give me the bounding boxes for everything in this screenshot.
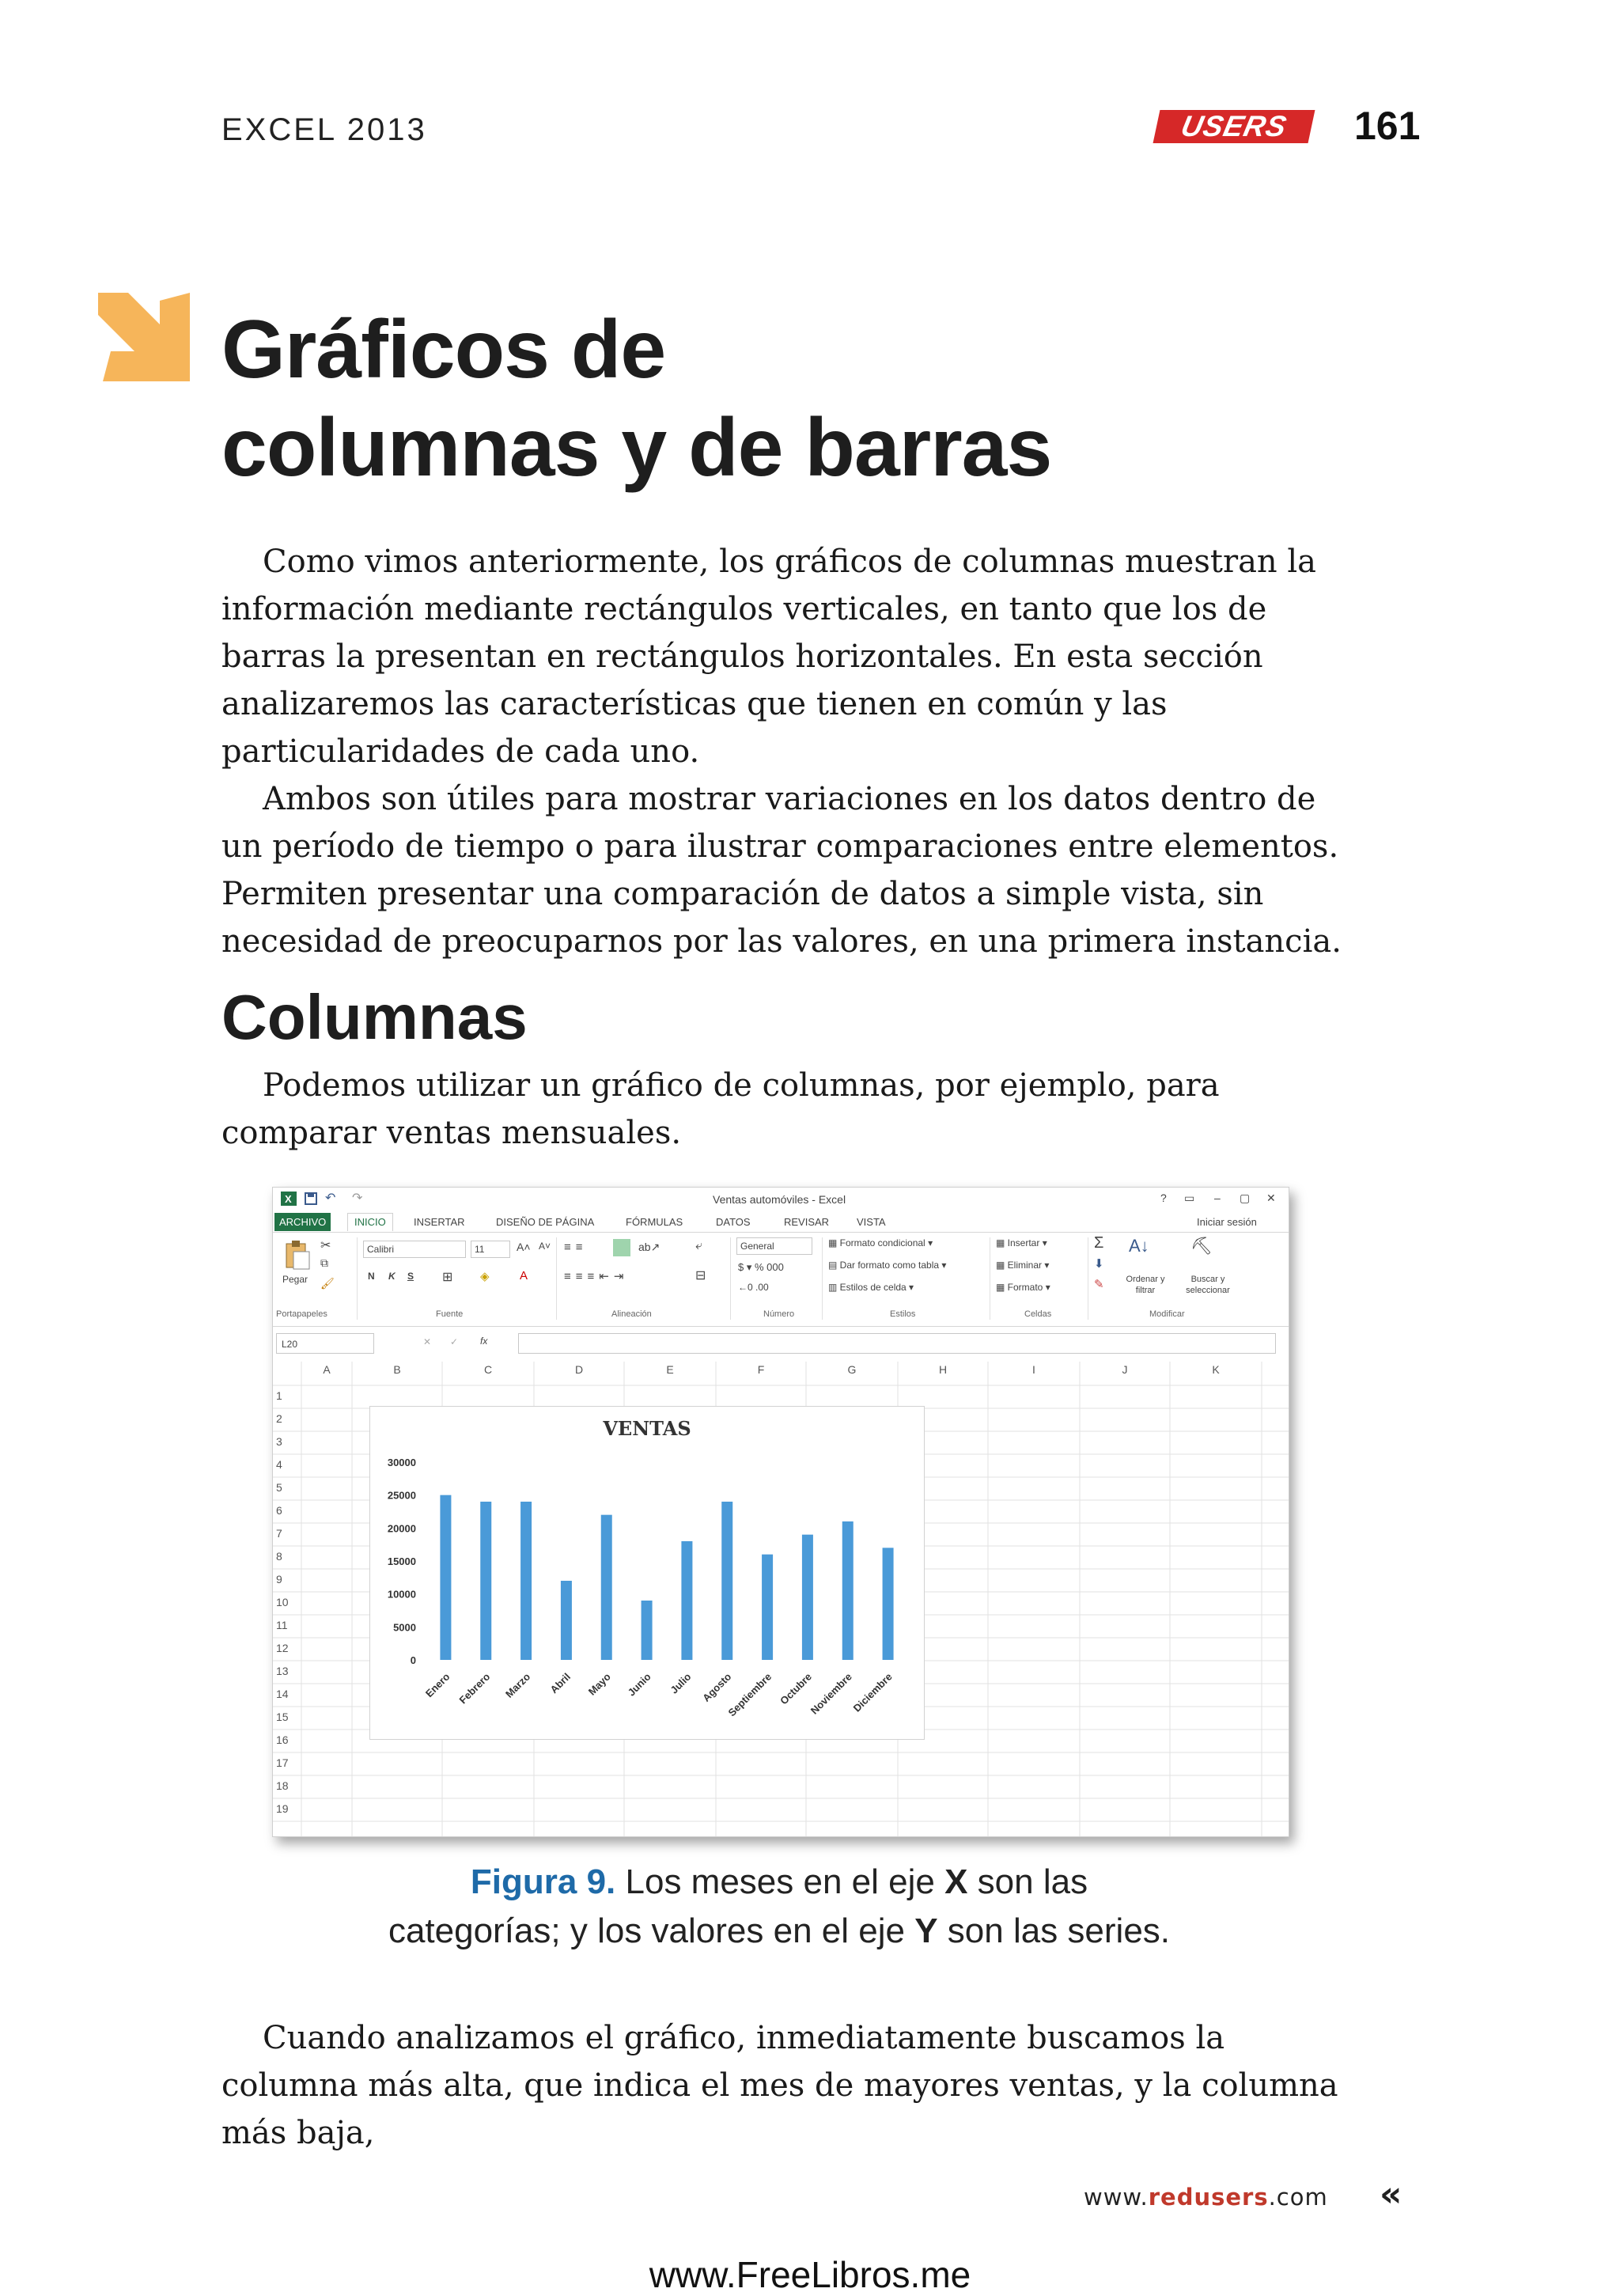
font-name-select[interactable]: Calibri <box>363 1241 466 1258</box>
cell-styles-label: Estilos de celda <box>839 1282 907 1293</box>
format-cells-label: Formato <box>1007 1282 1043 1293</box>
caption-line-2 <box>269 1907 1289 1956</box>
formula-input[interactable] <box>518 1333 1276 1354</box>
restore-button[interactable]: ▢ <box>1240 1192 1251 1204</box>
column-header[interactable]: K <box>1212 1363 1220 1376</box>
name-box[interactable]: L20 <box>276 1333 374 1354</box>
column-header[interactable]: B <box>393 1363 401 1376</box>
row-header[interactable]: 2 <box>276 1412 282 1425</box>
confirm-entry-icon[interactable]: ✓ <box>450 1336 459 1347</box>
orientation-icon[interactable]: ab↗ <box>638 1241 660 1253</box>
group-label-styles: Estilos <box>890 1309 916 1319</box>
copy-icon[interactable]: ⧉ <box>320 1256 328 1269</box>
group-label-clipboard: Portapapeles <box>276 1309 327 1319</box>
row-header[interactable]: 6 <box>276 1504 282 1517</box>
users-logo: USERS <box>1153 110 1315 143</box>
x-tick-label: Mayo <box>585 1670 613 1698</box>
number-format-select[interactable]: General <box>736 1237 812 1255</box>
group-label-number: Número <box>763 1309 795 1319</box>
currency-percent-icons[interactable]: $ ▾ % 000 <box>738 1261 784 1273</box>
row-header[interactable]: 17 <box>276 1756 289 1769</box>
group-label-alignment: Alineación <box>611 1309 652 1319</box>
shrink-font-icon[interactable]: A˅ <box>539 1241 551 1252</box>
column-header[interactable]: C <box>483 1363 493 1376</box>
conditional-format-label: Formato condicional <box>839 1237 925 1248</box>
footer-url[interactable] <box>1084 2184 1328 2211</box>
group-label-font: Fuente <box>436 1309 464 1319</box>
y-tick-label: 5000 <box>393 1621 416 1634</box>
tab-inicio[interactable]: INICIO <box>347 1213 393 1231</box>
excel-title-bar <box>273 1188 1289 1210</box>
tab-datos[interactable]: DATOS <box>716 1216 751 1228</box>
decimal-icons[interactable]: ←0 .00 <box>738 1282 769 1293</box>
font-color-icon[interactable]: A <box>520 1269 528 1283</box>
insert-cells-label: Insertar <box>1007 1237 1040 1248</box>
intro-paragraph-2: Ambos son útiles para mostrar variaciones en los datos dentro de un período de tiempo o para ilustrar comparaciones entre elementos. Permiten presentar una comparación de datos a simple vista, sin necesidad de preocuparnos por las valores, en una primera instancia. <box>221 781 1342 960</box>
autosum-icon[interactable]: Σ <box>1094 1234 1104 1252</box>
page-number: 161 <box>1354 104 1421 148</box>
caption-x-axis: X <box>944 1862 968 1901</box>
book-title-header: EXCEL 2013 <box>221 112 427 147</box>
chart-area[interactable] <box>369 1406 925 1740</box>
format-as-table-button[interactable]: ▤ Dar formato como tabla ▾ <box>828 1260 947 1271</box>
y-tick-label: 25000 <box>387 1489 416 1502</box>
format-cells-button[interactable]: ▦ Formato ▾ <box>996 1282 1050 1293</box>
find-select-label: Buscar y seleccionar <box>1186 1275 1230 1295</box>
row-header[interactable]: 8 <box>276 1550 282 1563</box>
row-header[interactable]: 4 <box>276 1458 282 1471</box>
format-painter-icon[interactable]: 🖌 <box>320 1277 335 1290</box>
title-line-2: columnas y de barras <box>221 402 1052 494</box>
watermark-url: www.FreeLibros.me <box>649 2254 971 2295</box>
x-tick-label: Octubre <box>778 1670 815 1707</box>
column-chart <box>370 1407 924 1739</box>
row-header[interactable]: 11 <box>276 1619 288 1631</box>
caption-text-4: son las series. <box>937 1911 1171 1950</box>
chart-bar[interactable] <box>601 1515 612 1660</box>
section-heading: Columnas <box>221 982 528 1052</box>
save-icon[interactable] <box>305 1192 317 1205</box>
y-tick-label: 0 <box>410 1654 416 1666</box>
borders-icon[interactable]: ⊞ <box>442 1271 453 1284</box>
x-tick-label: Agosto <box>700 1670 734 1704</box>
grow-font-icon[interactable]: A˄ <box>517 1241 531 1253</box>
y-tick-label: 15000 <box>387 1555 416 1567</box>
font-size-select[interactable]: 11 <box>471 1241 510 1258</box>
svg-text:X: X <box>285 1193 292 1205</box>
y-tick-label: 20000 <box>387 1522 416 1535</box>
delete-cells-label: Eliminar <box>1007 1260 1043 1271</box>
x-tick-label: Abril <box>547 1670 573 1696</box>
format-as-table-label: Dar formato como tabla <box>839 1260 940 1271</box>
ribbon <box>273 1232 1289 1327</box>
row-header[interactable]: 12 <box>276 1642 289 1654</box>
sign-in-link[interactable]: Iniciar sesión <box>1197 1216 1257 1228</box>
x-tick-label: Enero <box>422 1670 452 1700</box>
section-text <box>221 1062 1361 1157</box>
column-header[interactable]: F <box>757 1363 765 1376</box>
closing-text <box>221 2014 1361 2157</box>
chart-bar[interactable] <box>681 1541 692 1660</box>
wrap-text-icon[interactable]: ⤶ <box>695 1239 702 1252</box>
page-title <box>221 301 1051 497</box>
footer-url-prefix: www. <box>1084 2184 1149 2211</box>
x-tick-label: Marzo <box>503 1670 533 1700</box>
row-header[interactable]: 14 <box>276 1688 289 1700</box>
row-header[interactable]: 16 <box>276 1733 289 1746</box>
merge-center-icon[interactable]: ⊟ <box>695 1269 706 1283</box>
ribbon-tabs <box>273 1211 1289 1232</box>
chart-bar[interactable] <box>721 1502 732 1660</box>
group-label-editing: Modificar <box>1149 1309 1185 1319</box>
align-top-icons[interactable]: ≡≡ <box>564 1241 588 1254</box>
chart-bar[interactable] <box>440 1495 451 1660</box>
caption-line-1 <box>269 1858 1289 1907</box>
row-header[interactable]: 13 <box>276 1665 289 1677</box>
chart-bar[interactable] <box>642 1601 653 1660</box>
redo-icon[interactable]: ↷ <box>352 1192 363 1205</box>
row-header[interactable]: 3 <box>276 1435 282 1448</box>
x-tick-label: Diciembre <box>850 1670 895 1714</box>
row-header[interactable]: 5 <box>276 1481 282 1494</box>
x-tick-label: Junio <box>625 1670 653 1699</box>
x-tick-label: Septiembre <box>725 1670 774 1719</box>
excel-icon <box>281 1192 297 1206</box>
intro-paragraph-1: Como vimos anteriormente, los gráficos de columnas muestran la información mediante rectángulos verticales, en tanto que los de barras la presentan en rectángulos horizontales. En esta sección analizaremos las características que tienen en común y las particularidades de cada uno. <box>221 544 1317 770</box>
row-header[interactable]: 18 <box>276 1779 289 1792</box>
chart-bar[interactable] <box>883 1548 894 1660</box>
ribbon-display-button[interactable]: ▭ <box>1184 1192 1195 1204</box>
column-header[interactable]: I <box>1032 1363 1035 1376</box>
cut-icon[interactable]: ✂ <box>320 1239 331 1252</box>
section-paragraph-1: Podemos utilizar un gráfico de columnas, por ejemplo, para comparar ventas mensuales. <box>221 1067 1220 1151</box>
caption-text-3: categorías; y los valores en el eje <box>388 1911 915 1950</box>
paste-label: Pegar <box>282 1274 308 1285</box>
y-tick-label: 10000 <box>387 1588 416 1601</box>
undo-icon[interactable]: ↶ <box>325 1192 336 1205</box>
insert-cells-button[interactable]: ▦ Insertar ▾ <box>996 1237 1047 1248</box>
align-text-icons[interactable]: ≡≡≡⇤⇥ <box>564 1270 629 1283</box>
minimize-button[interactable]: – <box>1214 1192 1221 1204</box>
tab-revisar[interactable]: REVISAR <box>784 1216 830 1228</box>
sort-filter-label: Ordenar y filtrar <box>1126 1275 1165 1295</box>
tab-archivo[interactable]: ARCHIVO <box>274 1213 331 1231</box>
worksheet-grid[interactable] <box>273 1362 1289 1836</box>
figure-label: Figura 9. <box>470 1862 616 1901</box>
x-tick-label: Febrero <box>456 1670 493 1707</box>
group-label-cells: Celdas <box>1024 1309 1052 1319</box>
chart-title: VENTAS <box>603 1417 691 1440</box>
tab-formulas[interactable]: FÓRMULAS <box>626 1216 683 1228</box>
caption-y-axis: Y <box>914 1911 938 1950</box>
footer-url-brand: redusers <box>1148 2184 1269 2211</box>
closing-paragraph: Cuando analizamos el gráfico, inmediatamente buscamos la columna más alta, que indica el mes de mayores ventas, y la columna más baja, <box>221 2020 1338 2151</box>
chart-bar[interactable] <box>561 1581 572 1660</box>
chart-bar[interactable] <box>480 1502 491 1660</box>
row-header[interactable]: 10 <box>276 1596 289 1608</box>
align-middle-icon[interactable] <box>613 1239 630 1256</box>
italic-button[interactable]: K <box>388 1271 396 1282</box>
row-header[interactable]: 19 <box>276 1802 289 1815</box>
column-header[interactable]: H <box>938 1363 948 1376</box>
paste-icon[interactable] <box>284 1239 311 1271</box>
delete-cells-button[interactable]: ▦ Eliminar ▾ <box>996 1260 1050 1271</box>
chart-bar[interactable] <box>762 1555 773 1660</box>
formula-bar-row <box>273 1330 1289 1357</box>
cell-styles-button[interactable]: ▥ Estilos de celda ▾ <box>828 1282 914 1293</box>
tab-vista[interactable]: VISTA <box>857 1216 886 1228</box>
cancel-entry-icon[interactable]: ✕ <box>423 1336 432 1347</box>
underline-button[interactable]: S <box>407 1271 414 1282</box>
row-header[interactable]: 1 <box>276 1389 282 1402</box>
tab-insertar[interactable]: INSERTAR <box>414 1216 465 1228</box>
close-button[interactable]: ✕ <box>1266 1192 1276 1204</box>
caption-text-1: Los meses en el eje <box>615 1862 945 1901</box>
sort-filter-icon[interactable]: A↓ <box>1129 1236 1149 1256</box>
footer-url-suffix: .com <box>1268 2184 1328 2211</box>
column-header[interactable]: E <box>666 1363 674 1376</box>
previous-page-icon[interactable]: « <box>1380 2174 1402 2215</box>
caption-text-2: son las <box>967 1862 1088 1901</box>
arrow-down-right-icon <box>98 293 190 381</box>
find-select-icon[interactable]: ⛏ <box>1190 1236 1213 1256</box>
column-header[interactable]: J <box>1122 1363 1128 1376</box>
fill-icon[interactable]: ⬇ <box>1094 1257 1104 1271</box>
column-header[interactable]: G <box>847 1363 857 1376</box>
row-header[interactable]: 9 <box>276 1573 282 1586</box>
bold-button[interactable]: N <box>368 1271 375 1282</box>
column-header[interactable]: D <box>574 1363 584 1376</box>
chart-bar[interactable] <box>802 1535 813 1660</box>
insert-function-icon[interactable]: fx <box>480 1336 488 1347</box>
y-tick-label: 30000 <box>387 1457 416 1468</box>
row-header[interactable]: 7 <box>276 1527 282 1540</box>
title-line-1: Gráficos de <box>221 304 666 396</box>
excel-screenshot <box>272 1187 1289 1837</box>
chart-bar[interactable] <box>842 1521 854 1660</box>
help-button[interactable]: ? <box>1160 1192 1167 1204</box>
clear-icon[interactable]: ✎ <box>1094 1278 1104 1291</box>
x-tick-label: Noviembre <box>808 1670 854 1717</box>
conditional-format-button[interactable]: ▦ Formato condicional ▾ <box>828 1237 933 1248</box>
x-tick-label: Julio <box>668 1670 694 1696</box>
window-title: Ventas automóviles - Excel <box>713 1193 846 1206</box>
row-header[interactable]: 15 <box>276 1711 289 1723</box>
tab-diseno-pagina[interactable]: DISEÑO DE PÁGINA <box>496 1216 595 1228</box>
chart-bar[interactable] <box>520 1502 532 1660</box>
column-header[interactable]: A <box>323 1363 331 1376</box>
intro-text <box>221 538 1361 965</box>
figure-caption <box>269 1858 1289 1956</box>
fill-color-icon[interactable]: ◈ <box>480 1270 490 1283</box>
